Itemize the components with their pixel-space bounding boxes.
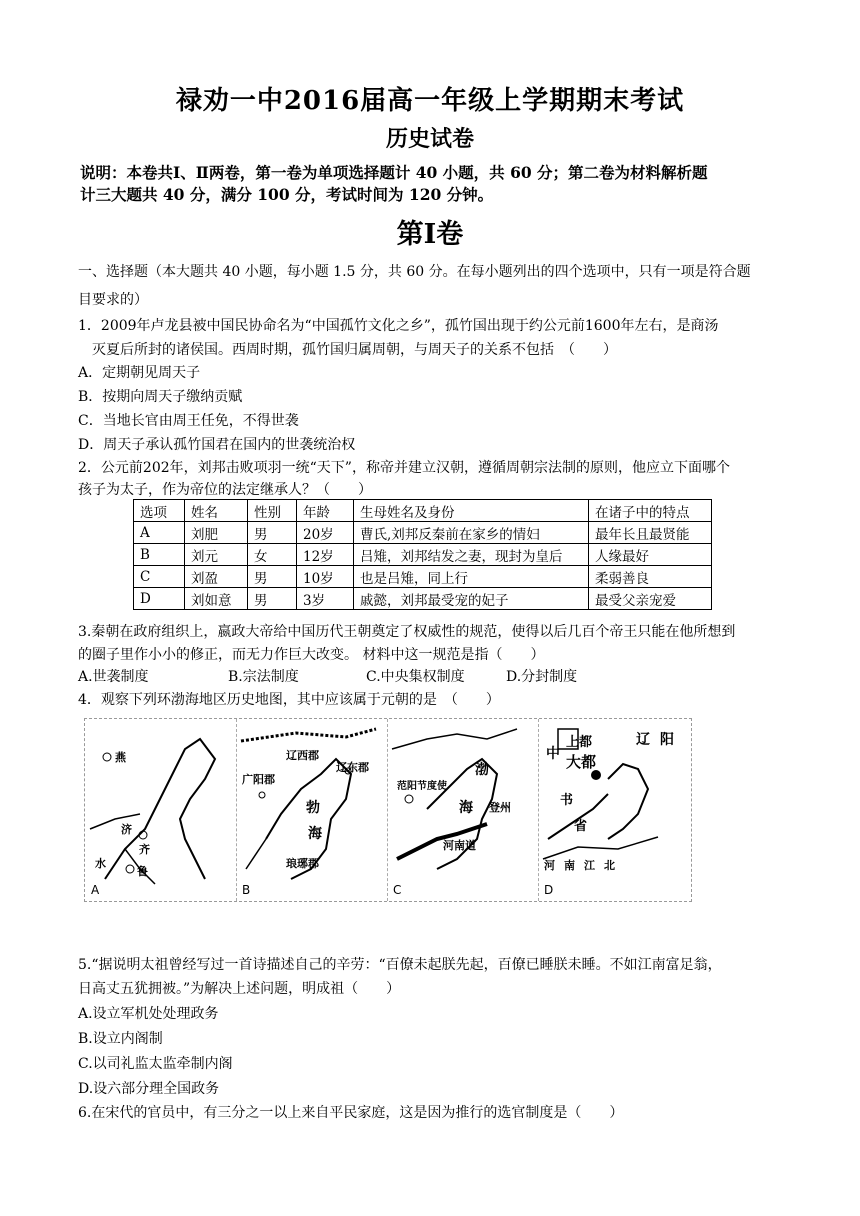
map-d-place: 阳 xyxy=(660,732,674,748)
table-cell: 10岁 xyxy=(297,566,354,588)
q2-table xyxy=(133,499,712,610)
table-cell: 男 xyxy=(248,566,297,588)
map-a-drawing xyxy=(85,719,236,901)
map-d-place: 省 xyxy=(574,819,588,834)
table-row xyxy=(134,544,712,566)
q3-option-a: A.世袭制度 xyxy=(78,669,149,685)
table-cell: 男 xyxy=(248,522,297,544)
map-d-place: 南 xyxy=(564,859,575,872)
q5-option-c: C.以司礼监太监牵制内阁 xyxy=(78,1056,233,1072)
q4-map-panel xyxy=(84,718,692,902)
table-cell: 女 xyxy=(248,544,297,566)
table-cell: 也是吕雉，同上行 xyxy=(354,566,589,588)
instructions-line-1: 说明：本卷共Ⅰ、Ⅱ两卷，第一卷为单项选择题计 40 小题，共 60 分；第二卷为材料解析题 xyxy=(80,163,708,182)
map-a-place: 齐 xyxy=(139,843,150,856)
q4-stem: 4．观察下列环渤海地区历史地图，其中应该属于元朝的是 （ ） xyxy=(78,692,500,708)
table-cell: D xyxy=(134,588,185,610)
table-cell: C xyxy=(134,566,185,588)
q1-option-b: B．按期向周天子缴纳贡赋 xyxy=(78,389,243,405)
table-row xyxy=(134,522,712,544)
map-c-label: C xyxy=(393,883,402,897)
table-cell: 刘肥 xyxy=(185,522,248,544)
q1-option-a: A．定期朝见周天子 xyxy=(78,365,201,381)
table-cell: 柔弱善良 xyxy=(589,566,712,588)
map-d-place: 大都 xyxy=(566,753,597,771)
q2-stem-line-2: 孩子为太子，作为帝位的法定继承人？（ ） xyxy=(78,482,372,498)
table-cell: 3岁 xyxy=(297,588,354,610)
section-instructions-line-1: 一、选择题（本大题共 40 小题，每小题 1.5 分，共 60 分。在每小题列出的四个选项中，只有一项是符合题 xyxy=(78,264,751,280)
table-cell: 刘如意 xyxy=(185,588,248,610)
table-cell: 男 xyxy=(248,588,297,610)
table-cell: 20岁 xyxy=(297,522,354,544)
table-cell: 刘元 xyxy=(185,544,248,566)
map-a xyxy=(85,719,237,901)
table-cell: 吕雉，刘邦结发之妻，现封为皇后 xyxy=(354,544,589,566)
table-cell: 12岁 xyxy=(297,544,354,566)
instructions-line-2: 计三大题共 40 分，满分 100 分，考试时间为 120 分钟。 xyxy=(80,185,494,204)
map-b-place: 辽东郡 xyxy=(336,761,369,774)
map-d-place: 上都 xyxy=(566,735,593,750)
map-c xyxy=(387,719,539,901)
q5-option-b: B.设立内阁制 xyxy=(78,1031,163,1047)
map-b xyxy=(236,719,388,901)
table-header-cell: 在诸子中的特点 xyxy=(589,500,712,522)
table-header-cell: 年龄 xyxy=(297,500,354,522)
map-b-place: 广阳郡 xyxy=(242,773,275,786)
q2-stem-line-1: 2．公元前202年，刘邦击败项羽一统“天下”，称帝并建立汉朝，遵循周朝宗法制的原则，他应立下面哪个 xyxy=(78,460,730,476)
map-a-label: A xyxy=(91,883,100,897)
map-d-place: 江 xyxy=(584,859,595,872)
table-cell: B xyxy=(134,544,185,566)
map-a-place: 水 xyxy=(95,857,106,870)
q5-stem-line-1: 5.“据说明太祖曾经写过一首诗描述自己的辛劳：“百僚未起朕先起，百僚已睡朕未睡。不如江南富足翁， xyxy=(78,957,722,973)
table-header-cell: 性别 xyxy=(248,500,297,522)
map-b-place: 海 xyxy=(308,826,322,842)
volume-heading: 第Ⅰ卷 xyxy=(396,219,464,250)
q1-stem-line-1: 1．2009年卢龙县被中国民协命名为“中国孤竹文化之乡”，孤竹国出现于约公元前1600年左右，是商汤 xyxy=(78,318,719,334)
map-d-place: 辽 xyxy=(636,732,650,748)
q1-option-c: C．当地长官由周王任免，不得世袭 xyxy=(78,413,299,429)
map-d xyxy=(538,719,689,901)
q3-option-c: C.中央集权制度 xyxy=(366,669,465,685)
q3-option-b: B.宗法制度 xyxy=(228,669,299,685)
q3-stem-line-2: 的圈子里作小小的修正，而无力作巨大改变。 材料中这一规范是指（ ） xyxy=(78,647,545,663)
table-header-cell: 生母姓名及身份 xyxy=(354,500,589,522)
q1-stem-line-2: 灭夏后所封的诸侯国。西周时期，孤竹国归属周朝，与周天子的关系不包括 （ ） xyxy=(92,342,617,358)
map-d-label: D xyxy=(544,883,554,897)
map-a-place: 济 xyxy=(121,823,132,836)
table-row xyxy=(134,566,712,588)
section-instructions-line-2: 目要求的） xyxy=(78,292,148,308)
table-header-row xyxy=(134,500,712,522)
table-row xyxy=(134,588,712,610)
map-d-place: 北 xyxy=(604,859,615,872)
map-c-place: 河南道 xyxy=(443,839,476,852)
map-b-place: 辽西郡 xyxy=(286,749,319,762)
q5-stem-line-2: 日高丈五犹拥被。”为解决上述问题，明成祖（ ） xyxy=(78,981,401,997)
map-a-place: 鲁 xyxy=(137,865,148,878)
map-d-place: 书 xyxy=(560,793,574,808)
table-cell: 刘盈 xyxy=(185,566,248,588)
table-cell: 最年长且最贤能 xyxy=(589,522,712,544)
table-header-cell: 姓名 xyxy=(185,500,248,522)
table-cell: 最受父亲宠爱 xyxy=(589,588,712,610)
map-c-place: 渤 xyxy=(475,762,489,778)
map-c-place: 范阳节度使 xyxy=(397,781,447,792)
q5-option-d: D.设六部分理全国政务 xyxy=(78,1081,220,1097)
map-a-place: 燕 xyxy=(115,751,126,764)
exam-title: 禄劝一中2016届高一年级上学期期末考试 xyxy=(175,86,685,116)
map-b-place: 琅琊郡 xyxy=(286,857,319,870)
exam-instructions xyxy=(80,162,790,206)
map-d-place: 中 xyxy=(546,746,560,762)
exam-subject: 历史试卷 xyxy=(385,126,474,152)
q1-option-d: D．周天子承认孤竹国君在国内的世袭统治权 xyxy=(78,437,356,453)
q6-stem-line-1: 6.在宋代的官员中，有三分之一以上来自平民家庭，这是因为推行的选官制度是（ ） xyxy=(78,1105,624,1121)
map-b-label: B xyxy=(242,883,251,897)
table-header-cell: 选项 xyxy=(134,500,185,522)
map-c-place: 海 xyxy=(459,800,473,816)
map-d-place: 河 xyxy=(544,859,555,872)
table-cell: A xyxy=(134,522,185,544)
q5-option-a: A.设立军机处处理政务 xyxy=(78,1006,219,1022)
map-c-place: 登州 xyxy=(489,801,511,814)
map-b-place: 勃 xyxy=(306,800,320,816)
q3-stem-line-1: 3.秦朝在政府组织上，嬴政大帝给中国历代王朝奠定了权威性的规范，使得以后几百个帝王只能在他所想到 xyxy=(78,624,736,640)
table-cell: 曹氏,刘邦反秦前在家乡的情妇 xyxy=(354,522,589,544)
table-cell: 人缘最好 xyxy=(589,544,712,566)
table-cell: 戚懿，刘邦最受宠的妃子 xyxy=(354,588,589,610)
q3-option-d: D.分封制度 xyxy=(506,669,578,685)
